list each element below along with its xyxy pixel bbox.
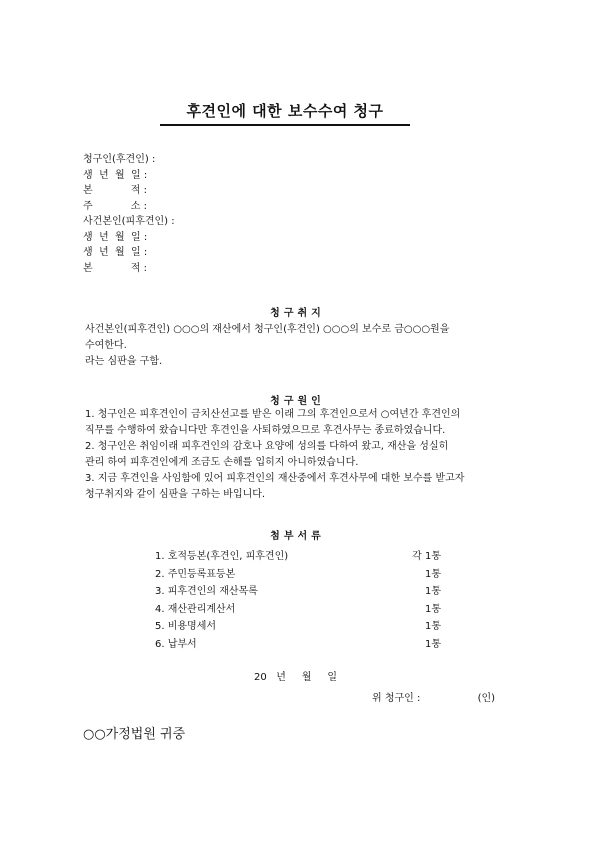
attachment-qty: 1통 xyxy=(424,586,441,597)
text-line: 관리 하여 피후견인에게 조금도 손해를 입히지 아니하였습니다. xyxy=(85,457,359,468)
text-line: 2. 청구인은 취임이래 피후견인의 감호나 요양에 성의를 다하여 왔고, 재산을 성실히 xyxy=(85,441,449,452)
attachments-heading: 첨부서류 xyxy=(270,531,325,542)
document-title: 후견인에 대한 보수수여 청구 xyxy=(186,102,384,120)
text-line: 사건본인(피후견인) ○○○의 재산에서 청구인(후견인) ○○○의 보수로 금○○○원을 xyxy=(85,324,450,335)
attachment-item xyxy=(155,636,455,654)
text-line: 청구취지와 같이 심판을 구하는 바입니다. xyxy=(85,489,266,500)
title-underline xyxy=(160,124,410,126)
attachment-label: 6. 납부서 xyxy=(155,638,197,650)
text-line: 1. 청구인은 피후견인이 금치산선고를 받은 이래 그의 후견인으로서 ○여년간 후견인의 xyxy=(85,409,461,420)
attachment-label: 4. 재산관리계산서 xyxy=(155,603,236,615)
text-line: 직무를 수행하여 왔습니다만 후견인을 사퇴하였으므로 후견사무는 종료하였습니다. xyxy=(85,425,446,436)
info-row: 청구인(후견인) : xyxy=(83,154,156,165)
attachment-qty: 1통 xyxy=(424,568,441,580)
attachment-item xyxy=(155,566,455,584)
attachments-list xyxy=(155,548,455,653)
info-row: 사건본인(피후견인) : xyxy=(83,216,175,227)
attachment-label: 3. 피후견인의 재산목록 xyxy=(155,586,258,597)
attachment-item xyxy=(155,618,455,636)
attachment-item xyxy=(155,548,455,566)
attachment-qty: 1통 xyxy=(424,621,441,632)
attachment-qty: 1통 xyxy=(424,638,441,650)
signer-line: 위 청구인 : (인) xyxy=(372,693,496,704)
claim-purpose-heading: 청구취지 xyxy=(270,308,325,319)
claim-cause-heading: 청구원인 xyxy=(270,396,325,407)
court-addressee: ○○가정법원 귀중 xyxy=(83,727,186,742)
attachment-qty: 각 1통 xyxy=(412,551,441,562)
claim-purpose-text xyxy=(85,322,530,370)
attachment-qty: 1통 xyxy=(424,603,441,615)
info-row: 생 년 월 일 : xyxy=(83,231,148,243)
text-line: 수여한다. xyxy=(85,340,127,351)
info-row: 생 년 월 일 : xyxy=(83,169,148,181)
attachment-label: 1. 호적등본(후견인, 피후견인) xyxy=(155,551,289,562)
info-row: 생 년 월 일 : xyxy=(83,247,148,258)
attachment-item xyxy=(155,601,455,619)
attachment-label: 5. 비용명세서 xyxy=(155,621,217,632)
info-row: 주 소 : xyxy=(83,200,148,212)
attachment-label: 2. 주민등록표등본 xyxy=(155,568,236,580)
text-line: 3. 지금 후견인을 사임함에 있어 피후견인의 재산중에서 후견사무에 대한 보수를 받고자 xyxy=(85,473,465,484)
info-row: 본 적 : xyxy=(83,262,148,274)
party-info xyxy=(83,152,175,276)
claim-cause-text xyxy=(85,407,530,503)
text-line: 라는 심판을 구함. xyxy=(85,356,163,367)
attachment-item xyxy=(155,583,455,601)
filing-date: 20 년 월 일 xyxy=(254,672,338,683)
info-row: 본 적 : xyxy=(83,185,148,196)
